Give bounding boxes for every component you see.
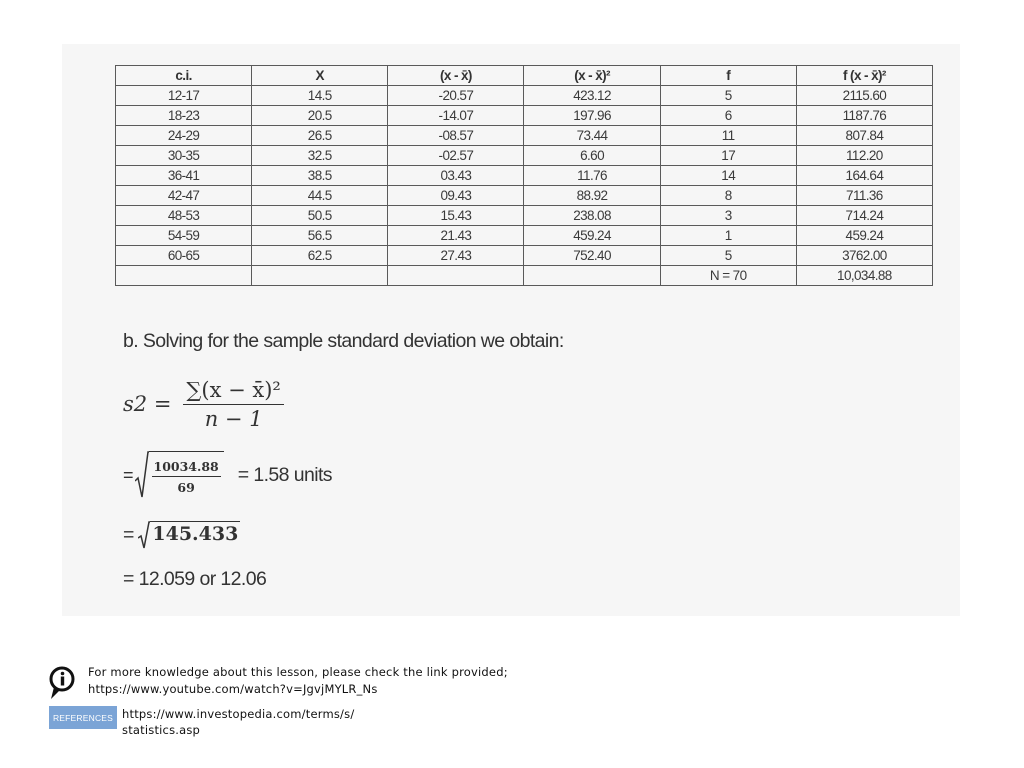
table-row — [116, 166, 933, 186]
table-cell: 10,034.88 — [796, 266, 932, 286]
investopedia-link-line1[interactable]: https://www.investopedia.com/terms/s/ — [122, 707, 355, 721]
table-cell — [116, 266, 252, 286]
table-cell: 5 — [660, 246, 796, 266]
table-cell: 752.40 — [524, 246, 660, 266]
solution-heading: b. Solving for the sample standard deviation we obtain: — [123, 330, 564, 352]
table-cell: 459.24 — [796, 226, 932, 246]
table-cell: 2115.60 — [796, 86, 932, 106]
table-cell: 50.5 — [252, 206, 388, 226]
table-cell: 36-41 — [116, 166, 252, 186]
table-cell: 21.43 — [388, 226, 524, 246]
table-cell: 20.5 — [252, 106, 388, 126]
table-cell: 807.84 — [796, 126, 932, 146]
table-cell: 238.08 — [524, 206, 660, 226]
formula-fraction — [183, 378, 283, 431]
step2-value: 145.433 — [150, 521, 240, 549]
table-row — [116, 86, 933, 106]
info-person-icon — [48, 666, 76, 700]
step1-denominator: 69 — [177, 479, 195, 495]
table-cell: 38.5 — [252, 166, 388, 186]
table-cell: 60-65 — [116, 246, 252, 266]
column-header: f — [660, 66, 796, 86]
lesson-image — [62, 44, 960, 616]
radical-sign-icon — [135, 451, 149, 499]
table-cell: 3762.00 — [796, 246, 932, 266]
table-cell: 32.5 — [252, 146, 388, 166]
table-cell: -02.57 — [388, 146, 524, 166]
table-cell: 1 — [660, 226, 796, 246]
column-header: c.i. — [116, 66, 252, 86]
column-header: X — [252, 66, 388, 86]
table-row — [116, 106, 933, 126]
table-row — [116, 246, 933, 266]
table-cell: 09.43 — [388, 186, 524, 206]
table-cell — [252, 266, 388, 286]
step1-numerator: 10034.88 — [152, 459, 221, 477]
table-body — [116, 86, 933, 286]
investopedia-link-line2[interactable]: statistics.asp — [122, 723, 201, 737]
sqrt-value-step — [123, 518, 240, 552]
table-row — [116, 206, 933, 226]
table-cell: 26.5 — [252, 126, 388, 146]
column-header: (x - x̄) — [388, 66, 524, 86]
youtube-link[interactable]: https://www.youtube.com/watch?v=JgvjMYLR_Ns — [88, 682, 378, 696]
radical-sign-icon — [138, 521, 150, 549]
table-cell: 6 — [660, 106, 796, 126]
table-cell: 714.24 — [796, 206, 932, 226]
table-cell: 459.24 — [524, 226, 660, 246]
table-cell: 6.60 — [524, 146, 660, 166]
step1-result: = 1.58 units — [237, 463, 332, 486]
table-cell — [524, 266, 660, 286]
table-cell — [388, 266, 524, 286]
table-cell: 24-29 — [116, 126, 252, 146]
sqrt-radical — [135, 451, 224, 499]
note-text: For more knowledge about this lesson, please check the link provided; — [88, 665, 508, 679]
column-header: f (x - x̄)² — [796, 66, 932, 86]
table-cell: 14.5 — [252, 86, 388, 106]
formula-denominator: n − 1 — [204, 406, 263, 431]
table-cell: 423.12 — [524, 86, 660, 106]
table-cell: 62.5 — [252, 246, 388, 266]
column-header: (x - x̄)² — [524, 66, 660, 86]
formula-lhs: s2 = — [123, 392, 172, 416]
table-cell: 711.36 — [796, 186, 932, 206]
table-cell: 54-59 — [116, 226, 252, 246]
table-row — [116, 226, 933, 246]
table-cell: 8 — [660, 186, 796, 206]
table-cell: 3 — [660, 206, 796, 226]
table-cell: N = 70 — [660, 266, 796, 286]
table-cell: -14.07 — [388, 106, 524, 126]
table-cell: 164.64 — [796, 166, 932, 186]
final-result: = 12.059 or 12.06 — [123, 568, 267, 590]
table-row — [116, 186, 933, 206]
table-cell: 11 — [660, 126, 796, 146]
step1-equals: = — [123, 464, 134, 485]
table-cell: 14 — [660, 166, 796, 186]
table-cell: 11.76 — [524, 166, 660, 186]
table-cell: 30-35 — [116, 146, 252, 166]
table-cell: 1187.76 — [796, 106, 932, 126]
reference-links — [122, 706, 354, 738]
table-cell: 197.96 — [524, 106, 660, 126]
table-header-row — [116, 66, 933, 86]
table-row — [116, 146, 933, 166]
table-cell: 03.43 — [388, 166, 524, 186]
frequency-table — [115, 65, 933, 286]
table-cell: 44.5 — [252, 186, 388, 206]
table-cell: 42-47 — [116, 186, 252, 206]
table-cell: 18-23 — [116, 106, 252, 126]
table-cell: 27.43 — [388, 246, 524, 266]
formula-numerator: ∑(x − x̄)² — [183, 378, 283, 405]
step2-equals: = — [123, 523, 135, 546]
table-cell: 17 — [660, 146, 796, 166]
references-badge: REFERENCES — [49, 706, 117, 729]
table-cell: 15.43 — [388, 206, 524, 226]
table-row — [116, 266, 933, 286]
table-cell: 112.20 — [796, 146, 932, 166]
table-cell: 88.92 — [524, 186, 660, 206]
table-cell: 56.5 — [252, 226, 388, 246]
table-row — [116, 126, 933, 146]
sqrt-step — [123, 450, 332, 500]
table-cell: 12-17 — [116, 86, 252, 106]
sqrt-fraction — [152, 459, 221, 495]
variance-formula — [123, 374, 284, 434]
table-cell: 5 — [660, 86, 796, 106]
lesson-note — [88, 664, 508, 698]
table-cell: 73.44 — [524, 126, 660, 146]
table-cell: -20.57 — [388, 86, 524, 106]
table-cell: -08.57 — [388, 126, 524, 146]
table-cell: 48-53 — [116, 206, 252, 226]
